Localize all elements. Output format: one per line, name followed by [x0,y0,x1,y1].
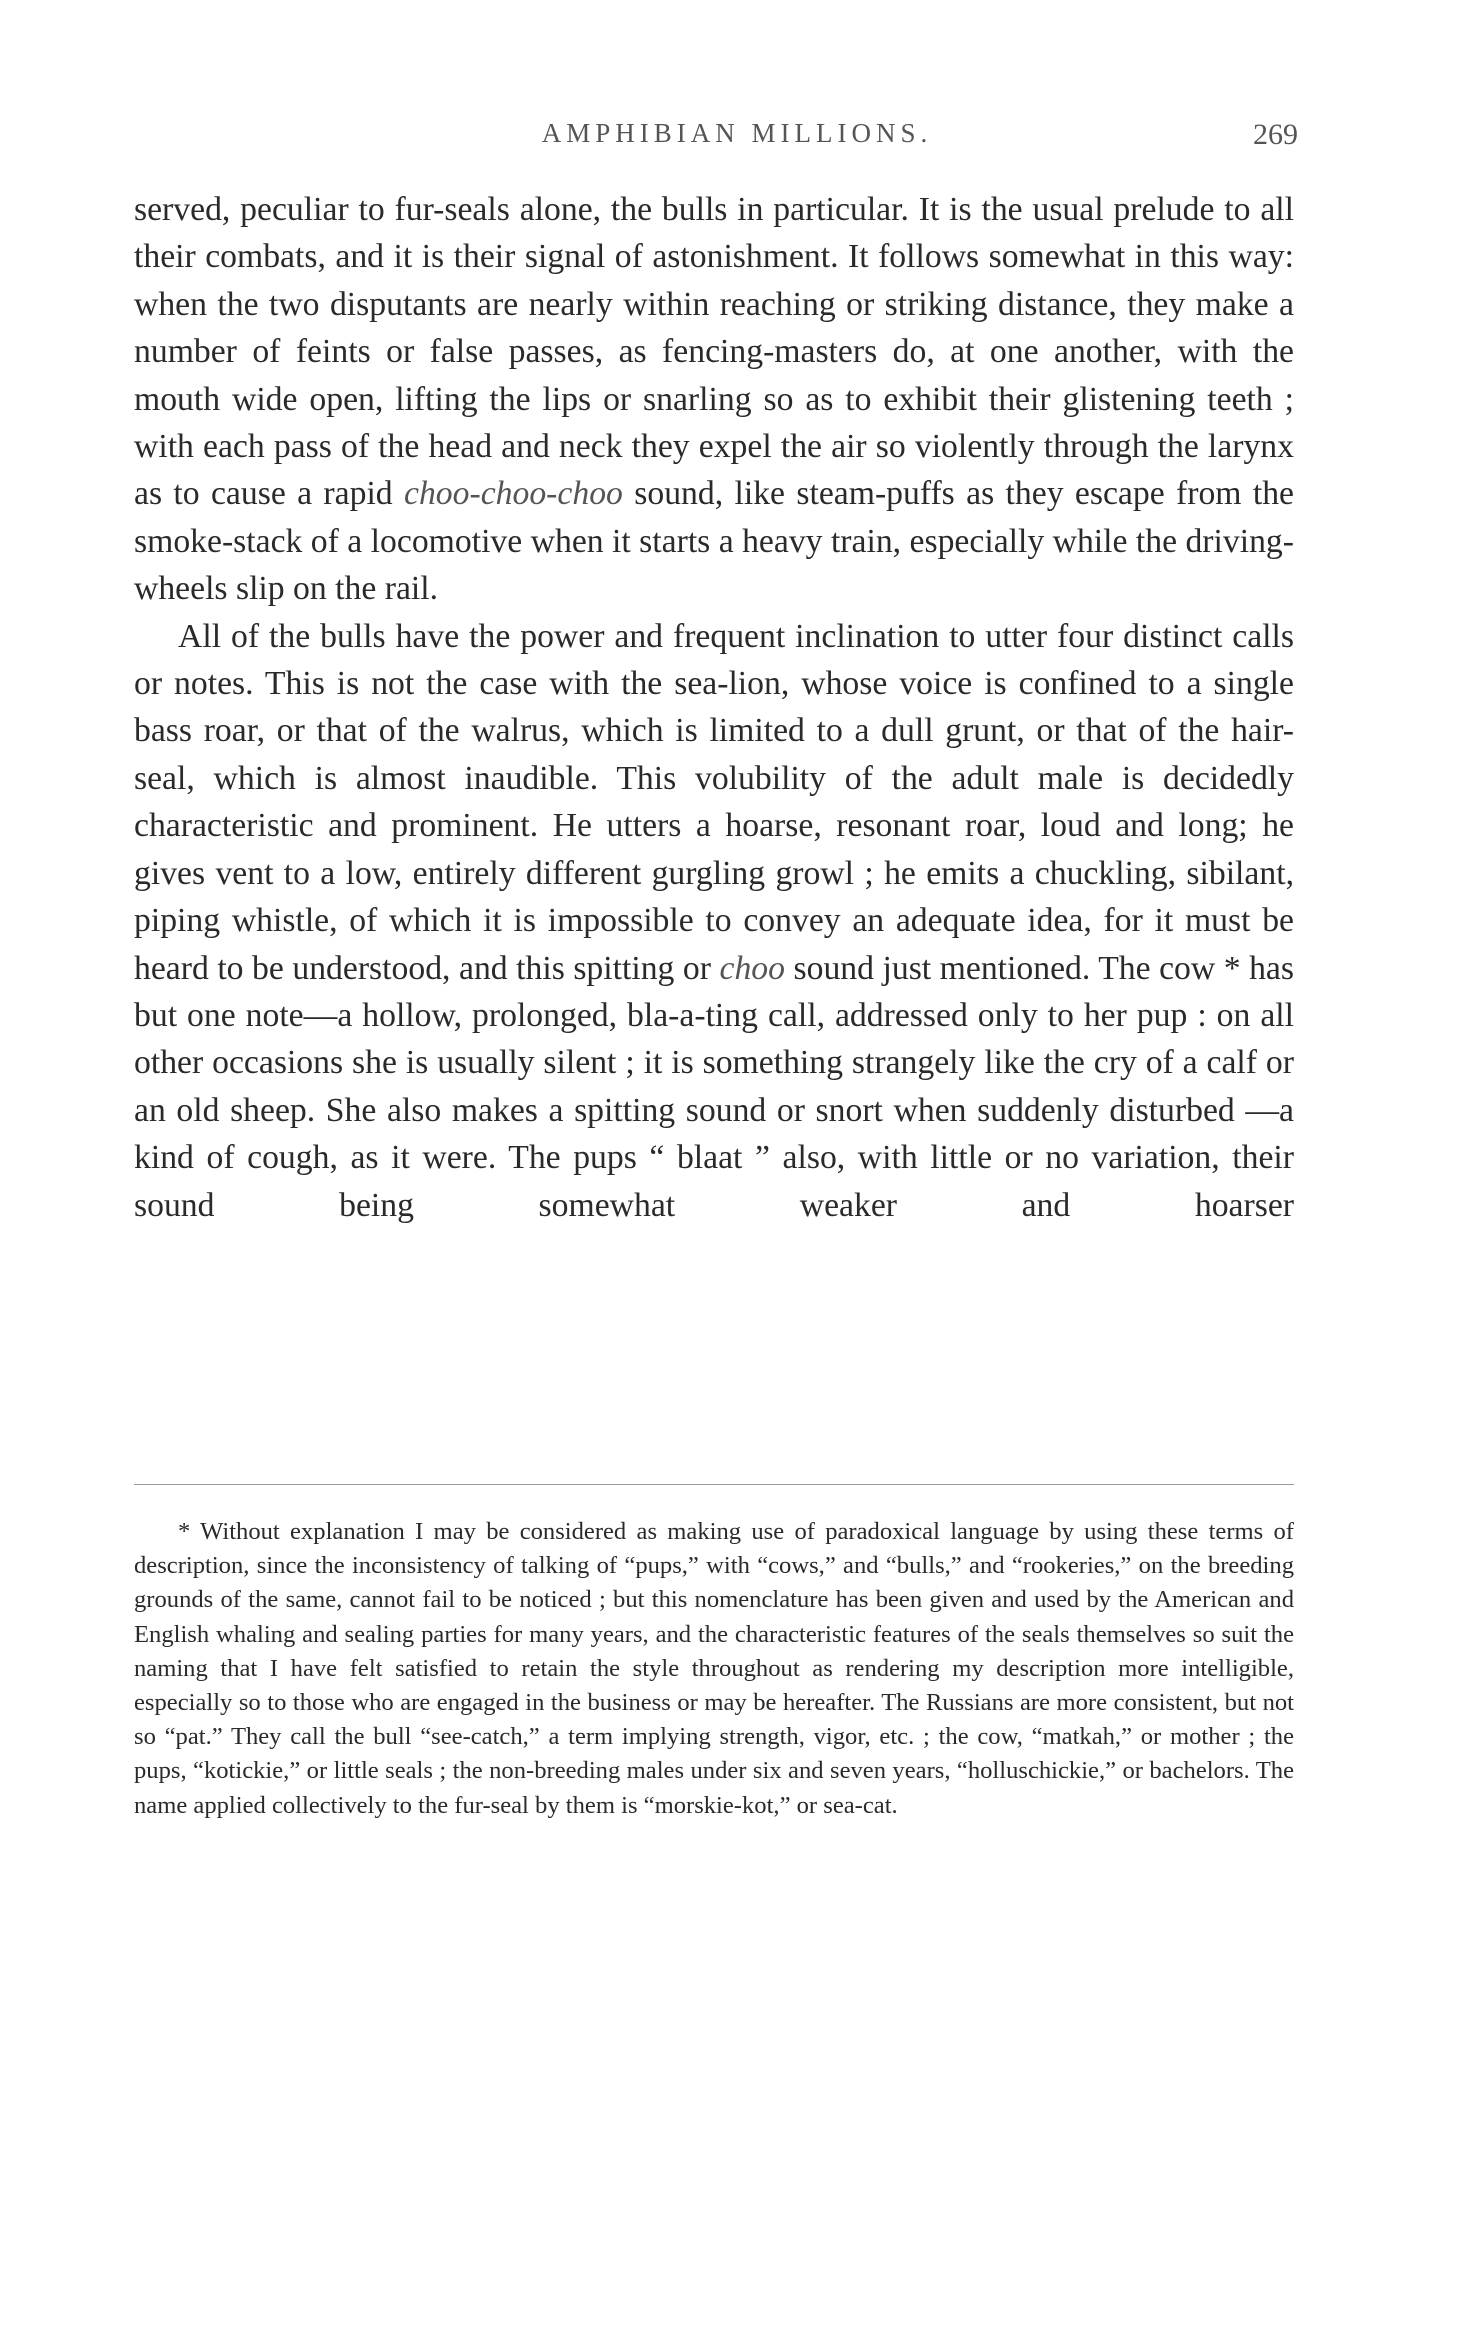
paragraph-1-italic: choo-choo-choo [404,475,623,513]
paragraph-2-text-b: sound just mentioned. The cow * has but one note—a hollow, prolonged, bla-a-ting call, addressed only to her pup : on all other occasions she is usually silent ; it is something strangely like the cry of a calf or an old sheep. She also makes a spitting sound or snort when suddenly disturbed —a kind of cough, as it were. The pups “ blaat ” also, with little or no variation, their sound being somewhat weaker and hoarser [134,949,1294,1224]
paragraph-2-italic: choo [719,949,785,987]
footnote-text: * Without explanation I may be considered as making use of paradoxical language by using these terms of description, since the inconsistency of talking of “pups,” with “cows,” and “bulls,” and “rookeries,” on the breeding grounds of the same, cannot fail to be noticed ; but this nomenclature has been given and used by the American and English whaling and sealing parties for many years, and the characteristic features of the seals themselves so suit the naming that I have felt satisfied to retain the style throughout as rendering my description more intelligible, especially so to those who are engaged in the business or may be hereafter. The Russians are more consistent, but not so “pat.” They call the bull “see-catch,” a term implying strength, vigor, etc. ; the cow, “matkah,” or mother ; the pups, “kotickie,” or little seals ; the non-breeding males under six and seven years, “holluschickie,” or bachelors. The name applied collectively to the fur-seal by them is “morskie-kot,” or sea-cat. [134,1518,1294,1819]
footnote-divider [134,1484,1294,1485]
page-number: 269 [1253,118,1298,151]
running-head [0,118,1474,158]
paragraph-1-text-b: sound, like steam-puffs as they escape from the smoke-stack of a locomotive when it starts a heavy train, especially while the driving-wheels slip on the rail. [134,475,1294,608]
footnote [134,1515,1294,1823]
running-title: AMPHIBIAN MILLIONS. [541,118,933,148]
paragraph-1-text-a: served, peculiar to fur-seals alone, the bulls in particular. It is the usual prelude to all their combats, and it is their signal of astonishment. It follows somewhat in this way: when the two disputants are nearly within reaching or striking distance, they make a number of feints or false passes, as fencing-masters do, at one another, with the mouth wide open, lifting the lips or snarling so as to exhibit their glistening teeth ; with each pass of the head and neck they expel the air so violently through the larynx as to cause a rapid [134,191,1294,513]
paragraph-2-text-a: All of the bulls have the power and frequent inclination to utter four distinct calls or notes. This is not the case with the sea-lion, whose voice is confined to a single bass roar, or that of the walrus, which is limited to a dull grunt, or that of the hair-seal, which is almost inaudible. This volubility of the adult male is decidedly characteristic and prominent. He utters a hoarse, resonant roar, loud and long; he gives vent to a low, entirely different gurgling growl ; he emits a chuckling, sibilant, piping whistle, of which it is impossible to convey an adequate idea, for it must be heard to be understood, and this spitting or [134,617,1294,987]
paragraph-1 [134,186,1294,613]
paragraph-2 [134,613,1294,1229]
body-text [134,186,1294,1229]
